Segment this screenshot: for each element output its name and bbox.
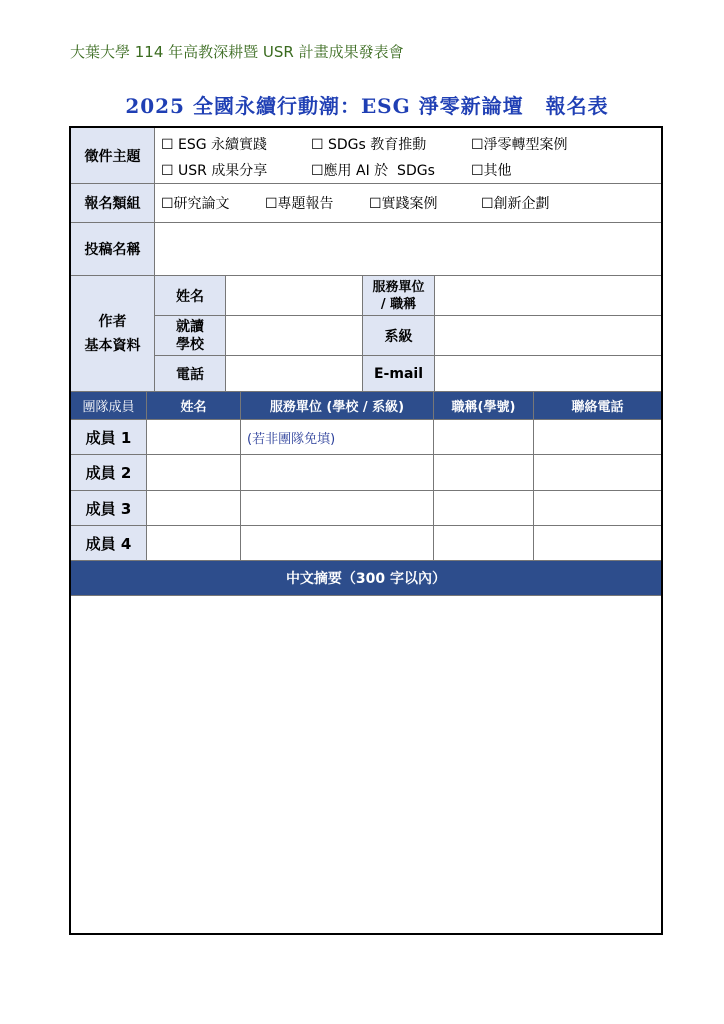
team-member-label: 成員 4 [71, 526, 147, 561]
form-title-main: 2025 全國永續行動潮：ESG 淨零新論壇 [125, 94, 524, 118]
author-dept-label: 系級 [363, 316, 435, 356]
submission-title-field[interactable] [155, 223, 661, 276]
author-school-field[interactable] [226, 316, 363, 356]
abstract-header: 中文摘要（300 字以內） [71, 561, 661, 596]
team-member-phone-field[interactable] [534, 420, 661, 455]
theme-option-ai[interactable]: ☐應用 AI 於 SDGs [311, 163, 435, 179]
team-header-title: 職稱(學號) [434, 392, 534, 420]
team-member-unit-field[interactable] [241, 526, 434, 561]
team-header-name: 姓名 [147, 392, 241, 420]
category-option-innovation[interactable]: ☐創新企劃 [481, 196, 550, 212]
team-member-title-field[interactable] [434, 491, 534, 526]
team-member-phone-field[interactable] [534, 526, 661, 561]
category-options[interactable] [155, 184, 661, 223]
team-member-title-field[interactable] [434, 526, 534, 561]
theme-option-esg[interactable]: ☐ ESG 永續實踐 [161, 137, 268, 153]
author-name-label: 姓名 [155, 276, 226, 316]
registration-form [69, 126, 663, 935]
team-member-unit-field[interactable]: (若非團隊免填) [241, 420, 434, 455]
event-header: 大葉大學 114 年高教深耕暨 USR 計畫成果發表會 [70, 43, 404, 61]
team-member-name-field[interactable] [147, 491, 241, 526]
category-option-project[interactable]: ☐專題報告 [265, 196, 334, 212]
team-header-unit: 服務單位 (學校 / 系級) [241, 392, 434, 420]
team-member-label: 成員 1 [71, 420, 147, 455]
team-member-unit-field[interactable] [241, 455, 434, 491]
theme-option-usr[interactable]: ☐ USR 成果分享 [161, 163, 268, 179]
team-member-phone-field[interactable] [534, 491, 661, 526]
category-option-practice[interactable]: ☐實踐案例 [369, 196, 438, 212]
submission-title-label: 投稿名稱 [71, 223, 155, 276]
team-member-label: 成員 3 [71, 491, 147, 526]
author-email-field[interactable] [435, 356, 661, 392]
team-member-name-field[interactable] [147, 420, 241, 455]
team-header-member: 團隊成員 [71, 392, 147, 420]
author-dept-field[interactable] [435, 316, 661, 356]
team-member-name-field[interactable] [147, 526, 241, 561]
author-phone-field[interactable] [226, 356, 363, 392]
theme-option-other[interactable]: ☐其他 [471, 163, 512, 179]
abstract-field[interactable] [71, 596, 661, 933]
author-info-label-line1: 作者 [98, 313, 127, 330]
theme-option-sdgs[interactable]: ☐ SDGs 教育推動 [311, 137, 427, 153]
author-info-label-line2: 基本資料 [84, 337, 141, 354]
author-phone-label: 電話 [155, 356, 226, 392]
author-info-label [71, 276, 155, 392]
theme-option-netzero[interactable]: ☐淨零轉型案例 [471, 137, 568, 153]
author-school-label: 就讀學校 [155, 316, 226, 356]
author-unit-field[interactable] [435, 276, 661, 316]
form-title [70, 90, 664, 119]
form-title-suffix: 報名表 [545, 94, 609, 118]
author-email-label: E-mail [363, 356, 435, 392]
team-member-label: 成員 2 [71, 455, 147, 491]
author-unit-label: 服務單位 / 職稱 [363, 276, 435, 316]
team-member-title-field[interactable] [434, 420, 534, 455]
category-label: 報名類組 [71, 184, 155, 223]
theme-options[interactable] [155, 128, 661, 184]
team-member-phone-field[interactable] [534, 455, 661, 491]
team-member-title-field[interactable] [434, 455, 534, 491]
theme-label: 徵件主題 [71, 128, 155, 184]
author-name-field[interactable] [226, 276, 363, 316]
category-option-research[interactable]: ☐研究論文 [161, 196, 230, 212]
team-header-phone: 聯絡電話 [534, 392, 661, 420]
team-member-unit-field[interactable] [241, 491, 434, 526]
team-member-name-field[interactable] [147, 455, 241, 491]
